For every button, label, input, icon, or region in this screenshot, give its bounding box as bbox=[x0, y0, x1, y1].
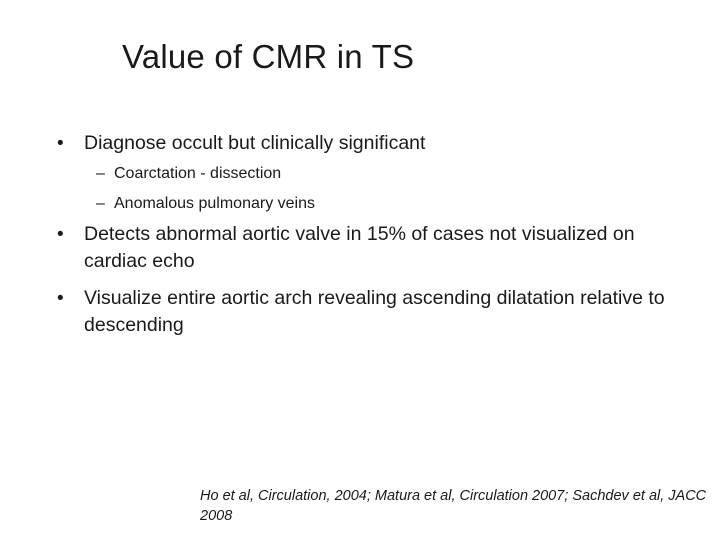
sub-bullet-text: Coarctation - dissection bbox=[114, 165, 282, 182]
bullet-text: Diagnose occult but clinically significant bbox=[84, 132, 426, 154]
sub-bullet-marker: – bbox=[96, 195, 105, 212]
sub-bullet-marker: – bbox=[96, 165, 105, 182]
bullet-text: Visualize entire aortic arch revealing ascending dilatation relative to descending bbox=[84, 287, 665, 336]
bullet-text: Detects abnormal aortic valve in 15% of cases not visualized on cardiac echo bbox=[84, 223, 635, 272]
bullet-item bbox=[54, 130, 694, 157]
sub-bullet-item bbox=[54, 159, 694, 189]
bullet-item bbox=[54, 285, 694, 339]
bullet-marker: • bbox=[57, 288, 64, 309]
bullet-list bbox=[54, 130, 694, 339]
citation-text: Ho et al, Circulation, 2004; Matura et al, Circulation 2007; Sachdev et al, JACC 2008 bbox=[200, 488, 707, 524]
bullet-item bbox=[54, 221, 694, 275]
bullet-marker: • bbox=[57, 224, 64, 245]
sub-bullet-text: Anomalous pulmonary veins bbox=[114, 195, 315, 212]
sub-bullet-item bbox=[54, 189, 694, 219]
bullet-marker: • bbox=[57, 133, 64, 154]
slide-title: Value of CMR in TS bbox=[122, 38, 415, 75]
